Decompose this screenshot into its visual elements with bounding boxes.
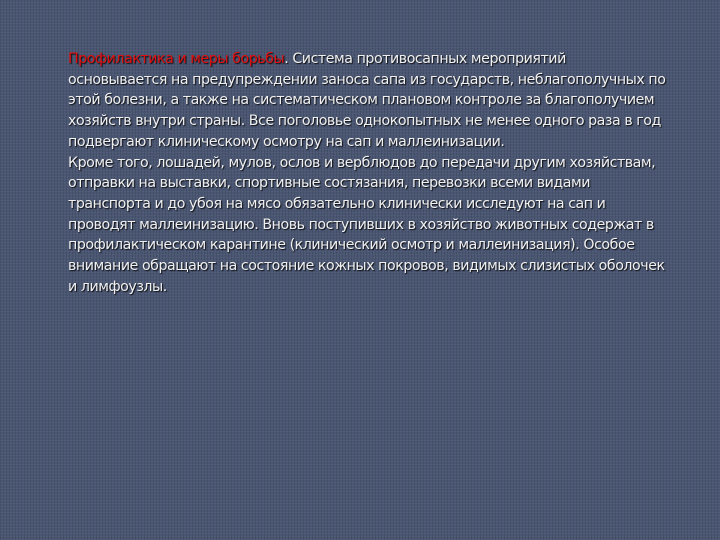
section-heading: Профилактика и меры борьбы: [68, 51, 285, 67]
slide-body: [68, 49, 668, 297]
paragraph-control-measures: Кроме того, лошадей, мулов, ослов и верблюдов до передачи другим хозяйствам, отправки на выставки, спортивные состязания, перевозки всеми видами транспорта и до убоя на мясо обязательно клинически исследуют на сап и проводят маллеинизацию. Вновь поступивших в хозяйство животных содержат в профилактическом карантине (клинический осмотр и маллеинизация). Особое внимание обращают на состояние кожных покровов, видимых слизистых оболочек и лимфоузлы.: [68, 154, 665, 295]
paragraph-prevention-text: . Система противосапных мероприятий основывается на предупреждении заноса сапа из государств, неблагополучных по этой болезни, а также на систематическом плановом контроле за благополучием хозяйств внутри страны. Все поголовье однокопытных не менее одного раза в год подвергают клиническому осмотру на сап и маллеинизации.: [68, 51, 666, 150]
paragraph-prevention: [68, 49, 668, 153]
